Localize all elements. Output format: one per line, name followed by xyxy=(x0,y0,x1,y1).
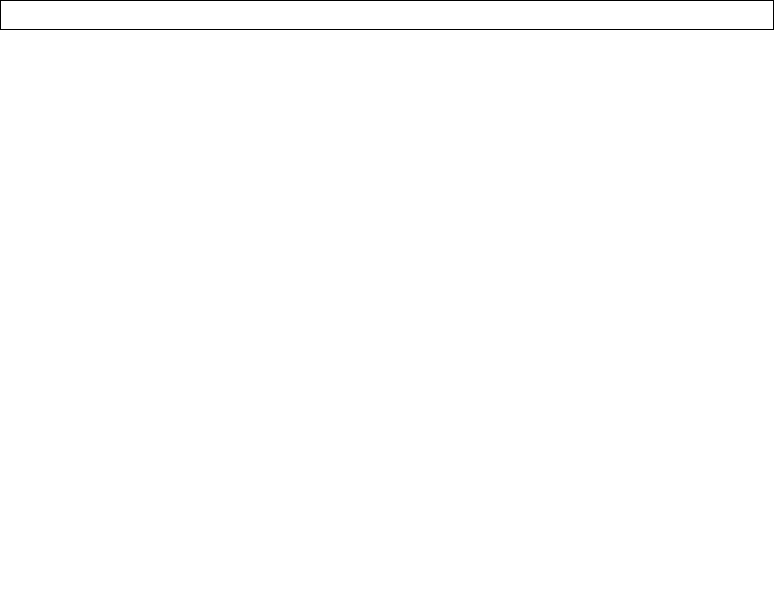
table-title xyxy=(1,1,774,30)
trade-summary-table xyxy=(0,0,774,30)
